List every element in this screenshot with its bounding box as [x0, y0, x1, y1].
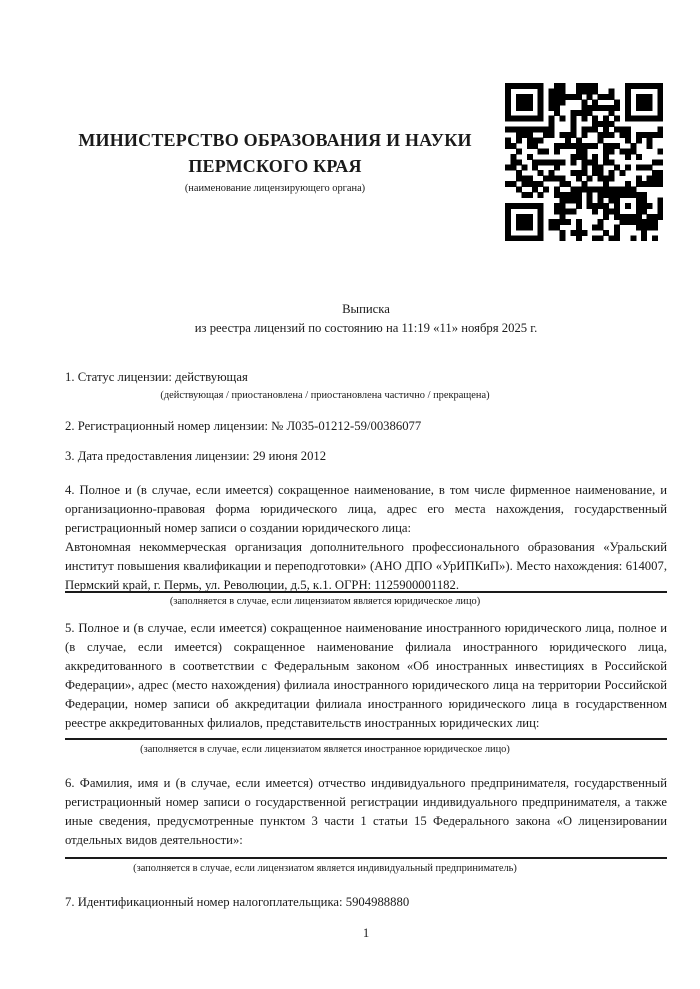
- item-3-text: 3. Дата предоставления лицензии: 29 июня 2012: [65, 449, 327, 463]
- item-6-note: (заполняется в случае, если лицензиатом является индивидуальный предприниматель): [133, 863, 517, 874]
- ministry-name-line2: ПЕРМСКОГО КРАЯ: [188, 156, 362, 176]
- item-4-legal-entity: [65, 481, 667, 609]
- item-3-license-date: [65, 447, 667, 466]
- document-title-line2: из реестра лицензий по состоянию на 11:19 «11» ноября 2025 г.: [194, 321, 538, 335]
- item-5-label: 5. Полное и (в случае, если имеется) сокращенное наименование иностранного юридического лица, полное и (в случае, если имеется) сокращенное наименование филиала иностранного юридического лица, аккредитованного в соответствии с Федеральным законом «Об иностранных инвестициях в Российской Федерации», адрес (место нахождения) филиала иностранного юридического лица на территории Российской Федерации, номер записи об аккредитации филиала иностранного юридического лица в государственном реестре аккредитованных филиалов, представительств иностранных юридических лиц:: [65, 621, 667, 730]
- item-5-blank-field-line: [65, 738, 667, 740]
- item-5-note: (заполняется в случае, если лицензиатом является иностранное юридическое лицо): [140, 744, 510, 755]
- item-6-label: 6. Фамилия, имя и (в случае, если имеется) отчество индивидуального предпринимателя, государственный регистрационный номер записи о государственной регистрации индивидуального предпринимателя, а также иные сведения, предусмотренные пунктом 3 части 1 статьи 15 Федерального закона «О лицензировании отдельных видов деятельности»:: [65, 776, 667, 847]
- ministry-name-note: (наименование лицензирующего органа): [184, 183, 366, 194]
- item-2-registration-number: [65, 417, 667, 436]
- ministry-name-line1: МИНИСТЕРСТВО ОБРАЗОВАНИЯ И НАУКИ: [78, 130, 472, 150]
- item-1-license-status: [65, 368, 667, 403]
- item-5-foreign-entity: [65, 619, 667, 757]
- item-6-individual-entrepreneur: [65, 774, 667, 876]
- item-1-note: (действующая / приостановлена / приостановлена частично / прекращена): [160, 390, 490, 401]
- item-6-blank-field-line: [65, 857, 667, 859]
- item-7-text: 7. Идентификационный номер налогоплательщика: 5904988880: [65, 895, 410, 909]
- item-4-value: Автономная некоммерческая организация дополнительного профессионального образования «Уральский институт повышения квалификации и переподготовки» (АНО ДПО «УрИПКиП»). Место нахождения: 614007, Пермский край, г. Пермь, ул. Революции, д.5, к.1. ОГРН: 1125900001182.: [65, 540, 667, 592]
- licensing-authority-header: [55, 127, 495, 196]
- item-4-note: (заполняется в случае, если лицензиатом является юридическое лицо): [169, 596, 481, 607]
- document-title: [65, 300, 667, 338]
- page-number: 1: [362, 926, 370, 940]
- item-7-taxpayer-number: [65, 893, 667, 912]
- qr-code-icon: [505, 83, 663, 241]
- document-title-line1: Выписка: [342, 302, 390, 316]
- item-2-text: 2. Регистрационный номер лицензии: № Л035-01212-59/00386077: [65, 419, 422, 433]
- item-1-text: 1. Статус лицензии: действующая: [65, 370, 248, 384]
- item-4-label: 4. Полное и (в случае, если имеется) сокращенное наименование, в том числе фирменное наименование, и организационно-правовая форма юридического лица, адрес его места нахождения, государственный регистрационный номер записи о создании юридического лица:: [65, 483, 667, 535]
